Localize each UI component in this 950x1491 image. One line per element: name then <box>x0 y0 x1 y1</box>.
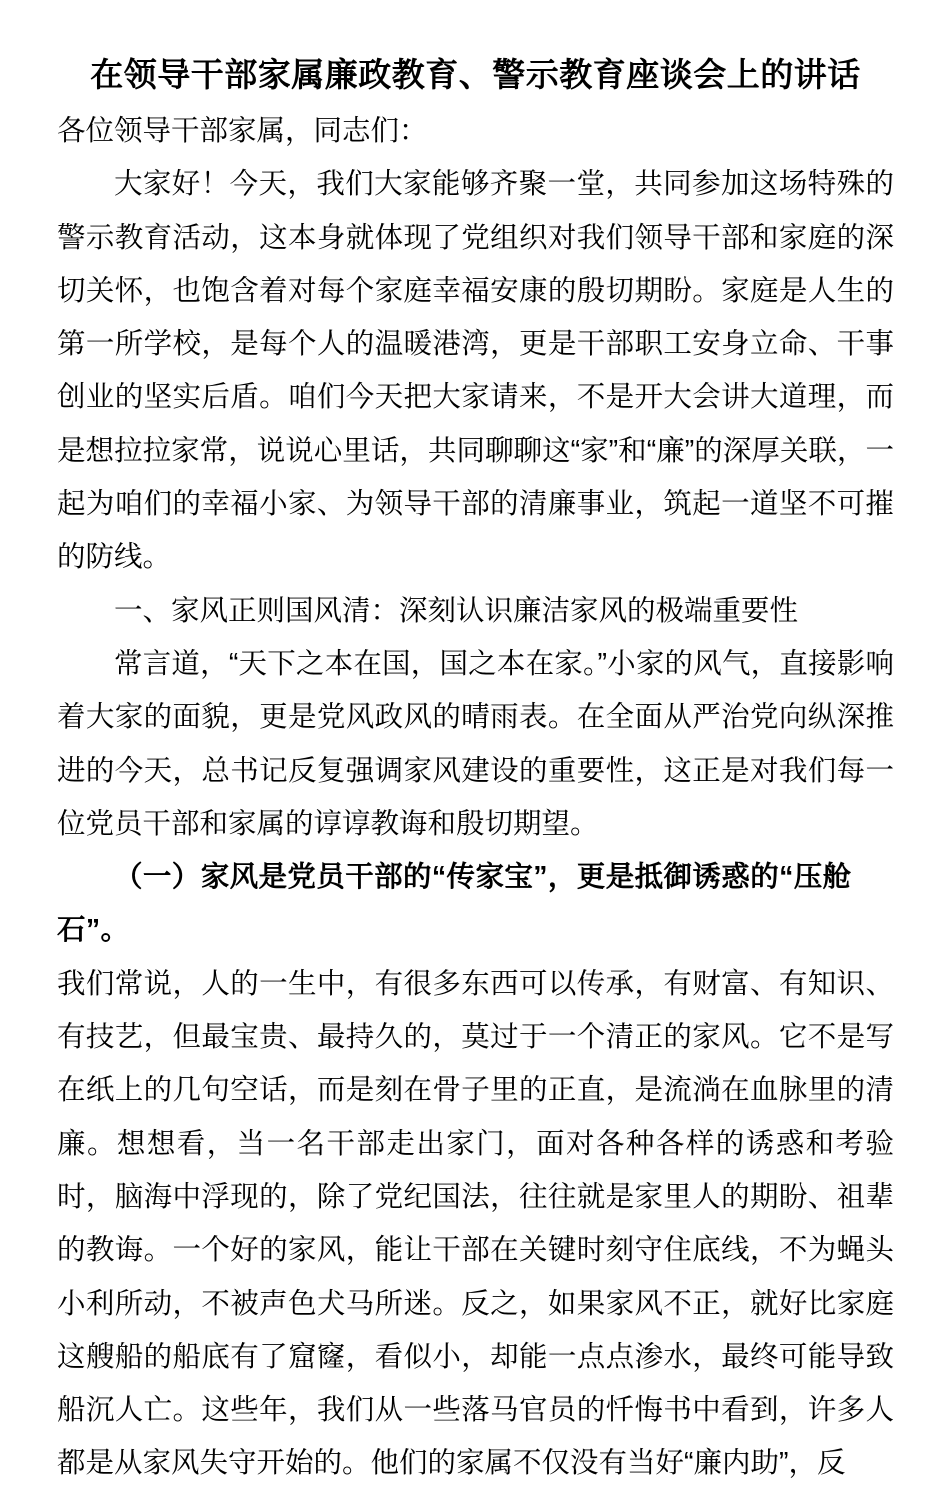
subsection-heading-one-1: （一）家风是党员干部的“传家宝”，更是抵御诱惑的“压舱石”。 <box>57 861 852 947</box>
paragraph-subsection-one-1-body: 我们常说，人的一生中，有很多东西可以传承，有财富、有知识、有技艺，但最宝贵、最持久的，莫过于一个清正的家风。它不是写在纸上的几句空话，而是刻在骨子里的正直，是流淌在血脉里的清廉。想想看，当一名干部走出家门，面对各种各样的诱惑和考验时，脑海中浮现的，除了党纪国法，往往就是家里人的期盼、祖辈的教诲。一个好的家风，能让干部在关键时刻守住底线，不为蝇头小利所动，不被声色犬马所迷。反之，如果家风不正，就好比家庭这艘船的船底有了窟窿，看似小，却能一点点渗水，最终可能导致船沉人亡。这些年，我们从一些落马官员的忏悔书中看到，许多人都是从家风失守开始的。他们的家属不仅没有当好“廉内助”，反 <box>57 967 894 1480</box>
document-body <box>57 0 894 1491</box>
paragraph-section-one-intro: 常言道，“天下之本在国，国之本在家。”小家的风气，直接影响着大家的面貌，更是党风政风的晴雨表。在全面从严治党向纵深推进的今天，总书记反复强调家风建设的重要性，这正是对我们每一位党员干部和家属的谆谆教诲和殷切期望。 <box>57 647 894 840</box>
salutation-line: 各位领导干部家属，同志们： <box>57 115 428 147</box>
section-heading-one: 一、家风正则国风清：深刻认识廉洁家风的极端重要性 <box>114 594 799 627</box>
paragraph-opening: 大家好！今天，我们大家能够齐聚一堂，共同参加这场特殊的警示教育活动，这本身就体现了党组织对我们领导干部和家庭的深切关怀，也饱含着对每个家庭幸福安康的殷切期盼。家庭是人生的第一所学校，是每个人的温暖港湾，更是干部职工安身立命、干事创业的坚实后盾。咱们今天把大家请来，不是开大会讲大道理，而是想拉拉家常，说说心里话，共同聊聊这“家”和“廉”的深厚关联，一起为咱们的幸福小家、为领导干部的清廉事业，筑起一道坚不可摧的防线。 <box>57 168 894 574</box>
page-title: 在领导干部家属廉政教育、警示教育座谈会上的讲话 <box>90 56 861 93</box>
